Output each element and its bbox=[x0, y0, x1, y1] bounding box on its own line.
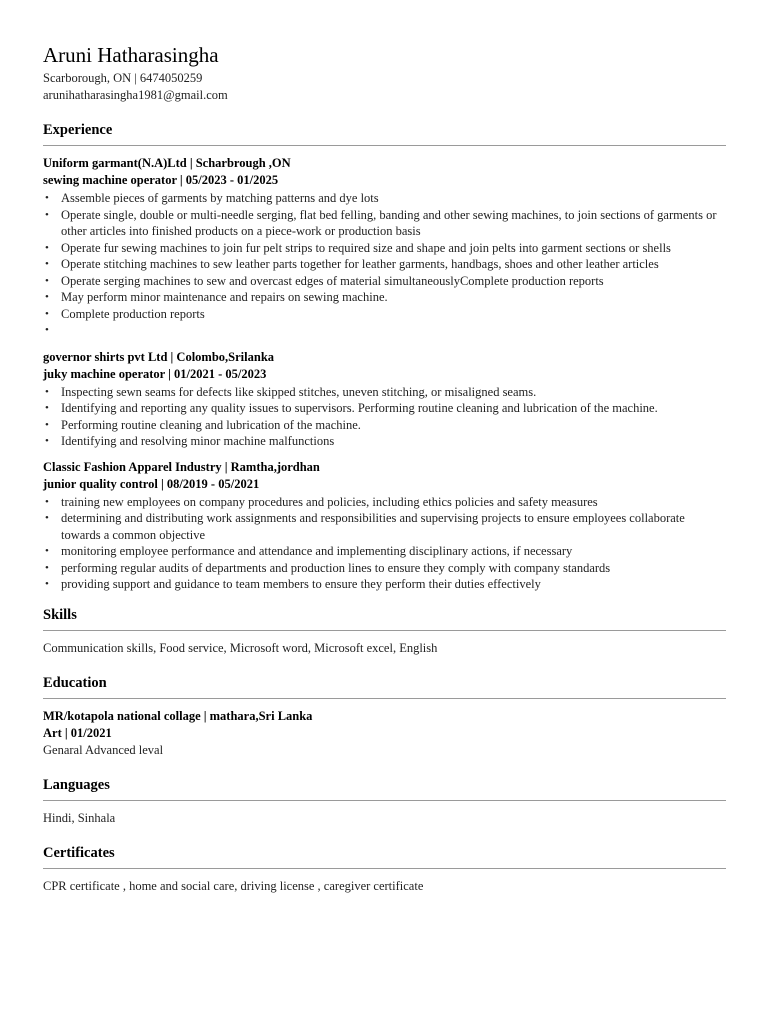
duty-item: • performing regular audits of departments and production lines to ensure they comply with company standards bbox=[61, 560, 726, 577]
job-role: sewing machine operator | 05/2023 - 01/2025 bbox=[43, 173, 279, 187]
education-detail: Genaral Advanced leval bbox=[43, 742, 164, 757]
duty-item: • Operate single, double or multi-needle serging, flat bed felling, banding and other sewing machines, to join sections of garments or other articles into finished products on a piece-work or production basis bbox=[61, 207, 726, 240]
duty-item: • providing support and guidance to team members to ensure they perform their duties effectively bbox=[61, 576, 726, 593]
education-field: Art | 01/2021 bbox=[43, 725, 112, 740]
candidate-name: Aruni Hatharasingha bbox=[43, 43, 219, 67]
section-title-education: Education bbox=[43, 673, 726, 699]
duty-item: • Performing routine cleaning and lubrication of the machine. bbox=[61, 417, 726, 434]
languages-section bbox=[43, 775, 726, 827]
job-company: Uniform garmant(N.A)Ltd | Scharbrough ,ON bbox=[43, 156, 291, 170]
job-role: juky machine operator | 01/2021 - 05/2023 bbox=[43, 366, 267, 381]
email-address: arunihatharasingha1981@gmail.com bbox=[43, 88, 228, 102]
duty-item: • Operate fur sewing machines to join fur pelt strips to required size and shape and join pelts into garment sections or shells bbox=[61, 240, 726, 257]
job-duties bbox=[43, 384, 726, 450]
education-school: MR/kotapola national collage | mathara,Sri Lanka bbox=[43, 708, 313, 723]
resume-header bbox=[43, 40, 726, 104]
languages-text: Hindi, Sinhala bbox=[43, 810, 116, 825]
duty-item: • Assemble pieces of garments by matching patterns and dye lots bbox=[61, 190, 726, 207]
section-title-skills: Skills bbox=[43, 605, 726, 631]
job-company: Classic Fashion Apparel Industry | Ramtha,jordhan bbox=[43, 459, 320, 474]
duty-item: • Operate serging machines to sew and overcast edges of material simultaneouslyComplete production reports bbox=[61, 273, 726, 290]
section-title-certificates: Certificates bbox=[43, 843, 726, 869]
section-title-experience: Experience bbox=[43, 120, 726, 146]
education-section bbox=[43, 673, 726, 759]
duty-item: • monitoring employee performance and attendance and implementing disciplinary actions, if necessary bbox=[61, 543, 726, 560]
job-company: governor shirts pvt Ltd | Colombo,Srilanka bbox=[43, 349, 275, 364]
certificates-text: CPR certificate , home and social care, driving license , caregiver certificate bbox=[43, 878, 424, 893]
duty-item: • Complete production reports bbox=[61, 306, 726, 323]
job-role: junior quality control | 08/2019 - 05/2021 bbox=[43, 476, 260, 491]
skills-section bbox=[43, 605, 726, 657]
duty-item: • Identifying and resolving minor machine malfunctions bbox=[61, 433, 726, 450]
duty-item: • Operate stitching machines to sew leather parts together for leather garments, handbags, shoes and other leather articles bbox=[61, 256, 726, 273]
duty-item-empty bbox=[61, 322, 726, 339]
experience-section bbox=[43, 120, 726, 593]
duty-item: • May perform minor maintenance and repairs on sewing machine. bbox=[61, 289, 726, 306]
duty-item: • training new employees on company procedures and policies, including ethics policies and safety measures bbox=[61, 494, 726, 511]
job-duties bbox=[43, 494, 726, 593]
skills-text: Communication skills, Food service, Microsoft word, Microsoft excel, English bbox=[43, 640, 438, 655]
job-entry bbox=[43, 459, 726, 593]
duty-item: • determining and distributing work assignments and responsibilities and supervising projects to ensure employees collaborate towards a common objective bbox=[61, 510, 726, 543]
location-phone: Scarborough, ON | 6474050259 bbox=[43, 71, 203, 85]
job-entry bbox=[43, 155, 726, 339]
job-duties bbox=[43, 190, 726, 339]
experience-list bbox=[43, 146, 726, 593]
job-entry bbox=[43, 349, 726, 450]
duty-item: • Identifying and reporting any quality issues to supervisors. Performing routine cleaning and lubrication of the machine. bbox=[61, 400, 726, 417]
duty-item: • Inspecting sewn seams for defects like skipped stitches, uneven stitching, or misaligned seams. bbox=[61, 384, 726, 401]
certificates-section bbox=[43, 843, 726, 895]
section-title-languages: Languages bbox=[43, 775, 726, 801]
